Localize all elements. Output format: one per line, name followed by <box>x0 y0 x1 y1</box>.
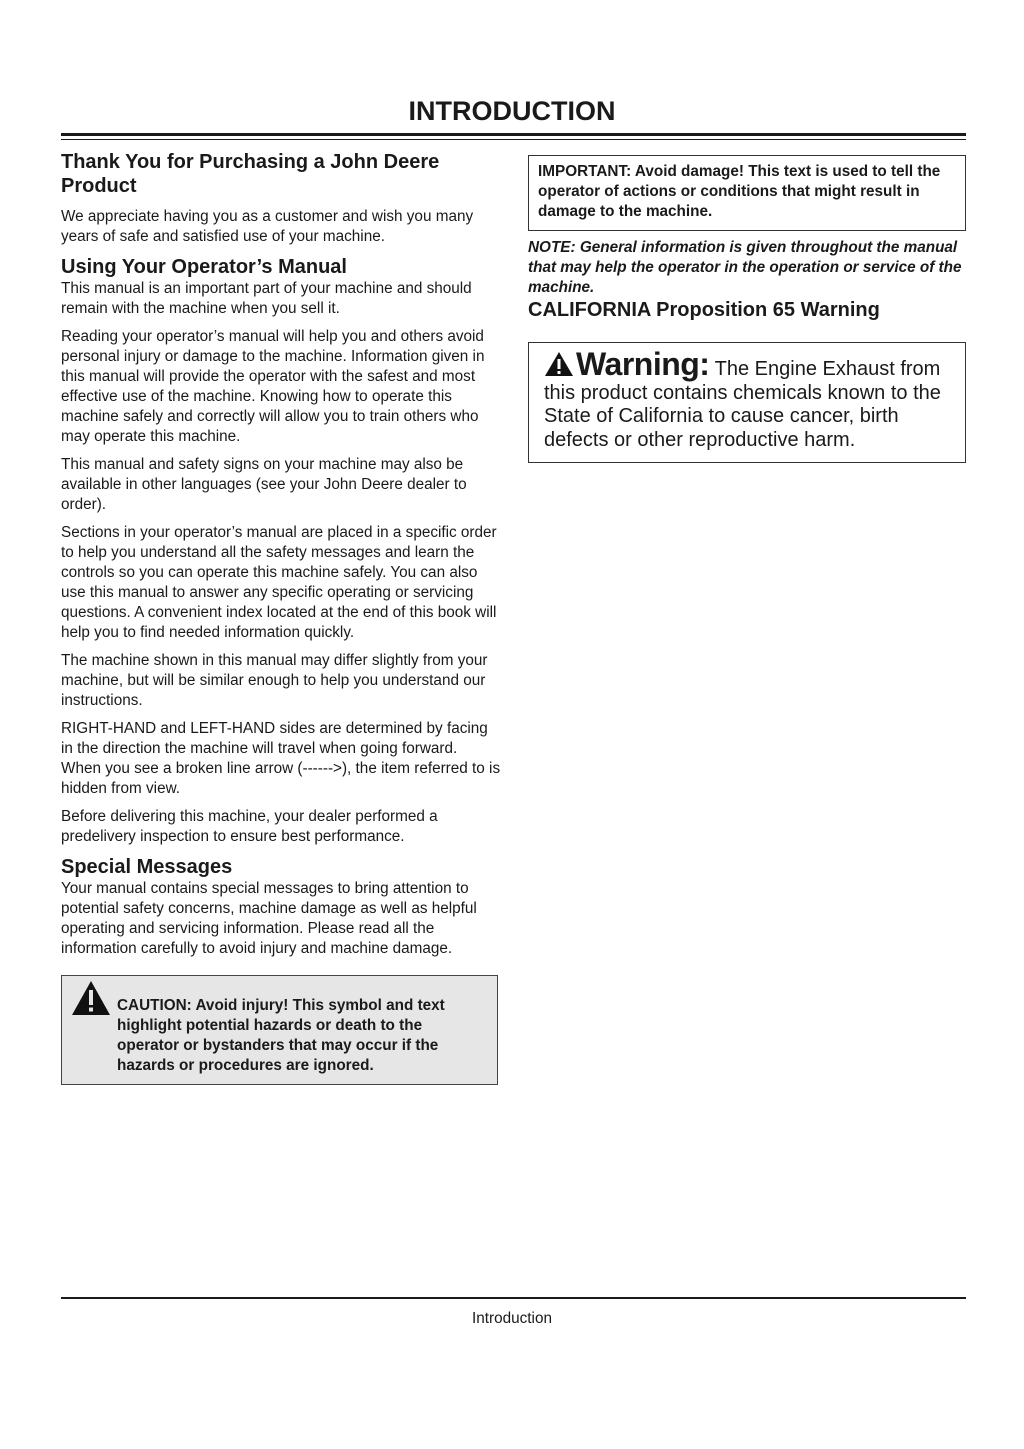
special-messages-paragraph: Your manual contains special messages to bring attention to potential safety concerns, machine damage as well as helpful operating and servicing information. Please read all the information carefully to avoid injury and machine damage. <box>61 880 477 957</box>
important-box <box>528 155 966 231</box>
manual-paragraph-6: RIGHT-HAND and LEFT-HAND sides are determined by facing in the direction the machine will travel when going forward. When you see a broken line arrow (------>), the item referred to is hidden from view. <box>61 720 501 797</box>
manual-paragraph-1: This manual is an important part of your machine and should remain with the machine when you sell it. <box>61 280 472 317</box>
page-title: INTRODUCTION <box>408 96 616 126</box>
heading-california-prop65: CALIFORNIA Proposition 65 Warning <box>528 299 880 321</box>
prop65-warning-box <box>528 342 966 463</box>
caution-box <box>61 975 498 1085</box>
heading-special-messages: Special Messages <box>61 856 233 878</box>
manual-paragraph-4: Sections in your operator’s manual are placed in a specific order to help you understand all the safety messages and learn the controls so you can operate this machine safely. You can also use this manual to answer any specific operating or servicing questions. A convenient index located at the end of this book will help you to find needed information quickly. <box>61 524 497 641</box>
warning-word: Warning: <box>576 346 710 382</box>
thank-you-paragraph: We appreciate having you as a customer and wish you many years of safe and satisfied use of your machine. <box>61 208 474 245</box>
title-rule-thick <box>61 133 966 136</box>
manual-paragraph-5: The machine shown in this manual may differ slightly from your machine, but will be similar enough to help you understand our instructions. <box>61 652 488 709</box>
heading-operators-manual: Using Your Operator’s Manual <box>61 256 347 278</box>
manual-paragraph-7: Before delivering this machine, your dealer performed a predelivery inspection to ensure best performance. <box>61 808 438 845</box>
title-rule-thin <box>61 139 966 140</box>
note-text: NOTE: General information is given throughout the manual that may help the operator in the operation or service of the machine. <box>528 239 962 296</box>
heading-thank-you: Thank You for Purchasing a John Deere Product <box>61 151 440 197</box>
left-column <box>61 150 501 1085</box>
caution-text: CAUTION: Avoid injury! This symbol and text highlight potential hazards or death to the operator or bystanders that may occur if the hazards or procedures are ignored. <box>117 997 445 1074</box>
important-text: IMPORTANT: Avoid damage! This text is used to tell the operator of actions or conditions that might result in damage to the machine. <box>538 163 941 220</box>
warning-triangle-icon <box>71 980 111 1016</box>
warning-text: The Engine Exhaust from this product contains chemicals known to the State of California to cause cancer, birth defects or other reproductive harm. <box>544 358 941 451</box>
right-column <box>528 155 966 463</box>
manual-paragraph-3: This manual and safety signs on your machine may also be available in other languages (see your John Deere dealer to order). <box>61 456 467 513</box>
footer-rule <box>61 1297 966 1299</box>
footer-label: Introduction <box>472 1310 552 1327</box>
manual-paragraph-2: Reading your operator’s manual will help you and others avoid personal injury or damage to the machine. Information given in this manual will provide the operator with the safest and most effective use of the machine. Knowing how to operate this machine safely and correctly will allow you to train others who may operate this machine. <box>61 328 485 445</box>
warning-triangle-icon <box>544 351 574 377</box>
